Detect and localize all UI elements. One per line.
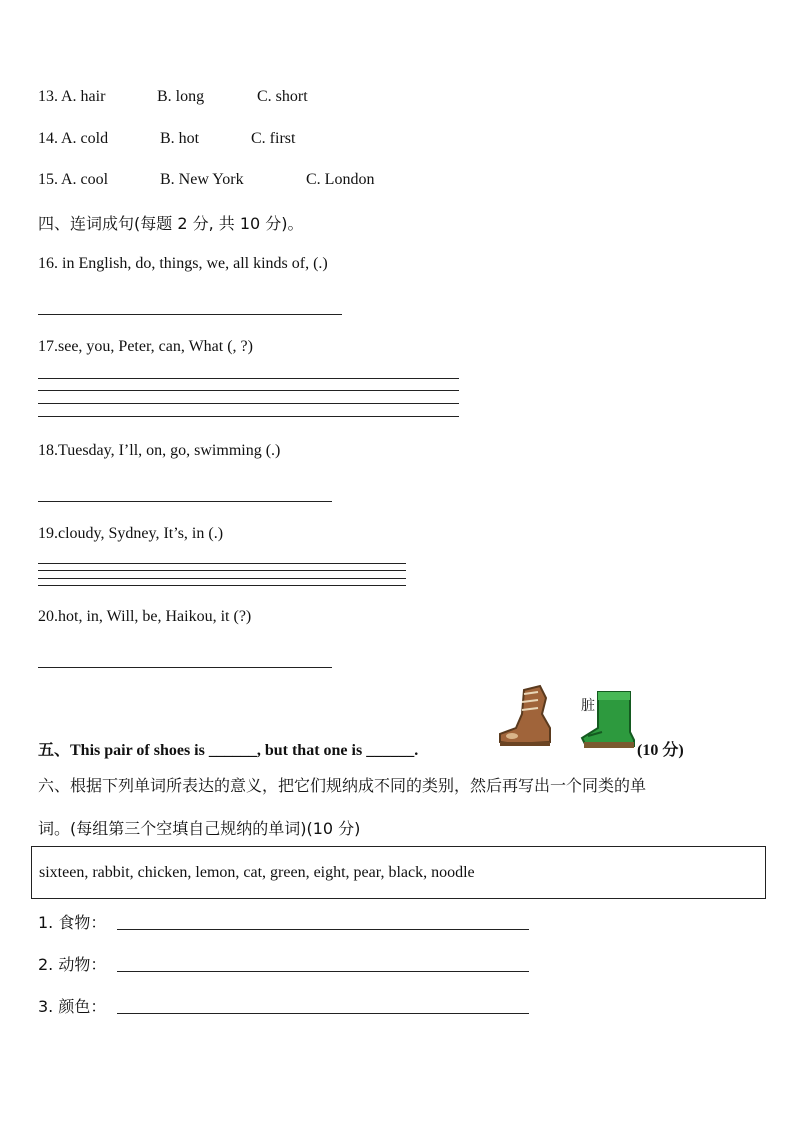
word-bank-box bbox=[31, 846, 766, 899]
question-16: 16. in English, do, things, we, all kinds of, (.) bbox=[38, 255, 328, 272]
choice-14-option-b: B. hot bbox=[160, 130, 200, 147]
answer-line bbox=[38, 578, 406, 579]
category-animal-label: 2. 动物： bbox=[38, 955, 107, 974]
question-19: 19.cloudy, Sydney, It’s, in (.) bbox=[38, 525, 224, 542]
answer-line bbox=[38, 378, 459, 379]
question-18: 18.Tuesday, I’ll, on, go, swimming (.) bbox=[38, 442, 281, 459]
section-5-score: (10 分) bbox=[637, 742, 684, 759]
dirty-brown-shoe-icon bbox=[494, 684, 554, 750]
category-food-label: 1. 食物： bbox=[38, 913, 107, 932]
choice-14-option-c: C. first bbox=[251, 130, 296, 147]
answer-line-20[interactable] bbox=[38, 667, 332, 668]
answer-line bbox=[38, 403, 459, 404]
choice-14-option-a: A. cold bbox=[61, 130, 109, 147]
answer-line-16[interactable] bbox=[38, 314, 342, 315]
choice-13-option-c: C. short bbox=[257, 88, 308, 105]
category-color-answer-line[interactable] bbox=[117, 1013, 529, 1014]
question-17: 17.see, you, Peter, can, What (, ?) bbox=[38, 338, 253, 355]
category-color-label: 3. 颜色： bbox=[38, 997, 107, 1016]
choice-13-option-a: A. hair bbox=[61, 88, 106, 105]
section-6-title-line-2: 词。(每组第三个空填自己规纳的单词)(10 分) bbox=[38, 819, 361, 838]
category-food-answer-line[interactable] bbox=[117, 929, 529, 930]
section-4-title: 四、连词成句(每题 2 分, 共 10 分)。 bbox=[38, 214, 304, 233]
answer-line-18[interactable] bbox=[38, 501, 332, 502]
choice-14-number: 14. bbox=[38, 130, 58, 147]
answer-line bbox=[38, 585, 406, 586]
category-animal-answer-line[interactable] bbox=[117, 971, 529, 972]
answer-line bbox=[38, 416, 459, 417]
section-6-title-line-1: 六、根据下列单词所表达的意义，把它们规纳成不同的类别，然后再写出一个同类的单 bbox=[38, 776, 647, 795]
choice-15-option-c: C. London bbox=[306, 171, 375, 188]
dirty-label: 脏 bbox=[581, 698, 595, 714]
answer-line bbox=[38, 563, 406, 564]
choice-13-number: 13. bbox=[38, 88, 58, 105]
answer-line bbox=[38, 390, 459, 391]
green-boot-icon bbox=[576, 688, 638, 750]
choice-15-option-a: A. cool bbox=[61, 171, 109, 188]
question-20: 20.hot, in, Will, be, Haikou, it (?) bbox=[38, 608, 252, 625]
choice-15-option-b: B. New York bbox=[160, 171, 244, 188]
choice-15-number: 15. bbox=[38, 171, 58, 188]
choice-13-option-b: B. long bbox=[157, 88, 205, 105]
word-bank: sixteen, rabbit, chicken, lemon, cat, green, eight, pear, black, noodle bbox=[39, 864, 475, 881]
section-5-sentence: 五、This pair of shoes is ______, but that one is ______. bbox=[38, 742, 419, 759]
answer-line bbox=[38, 570, 406, 571]
